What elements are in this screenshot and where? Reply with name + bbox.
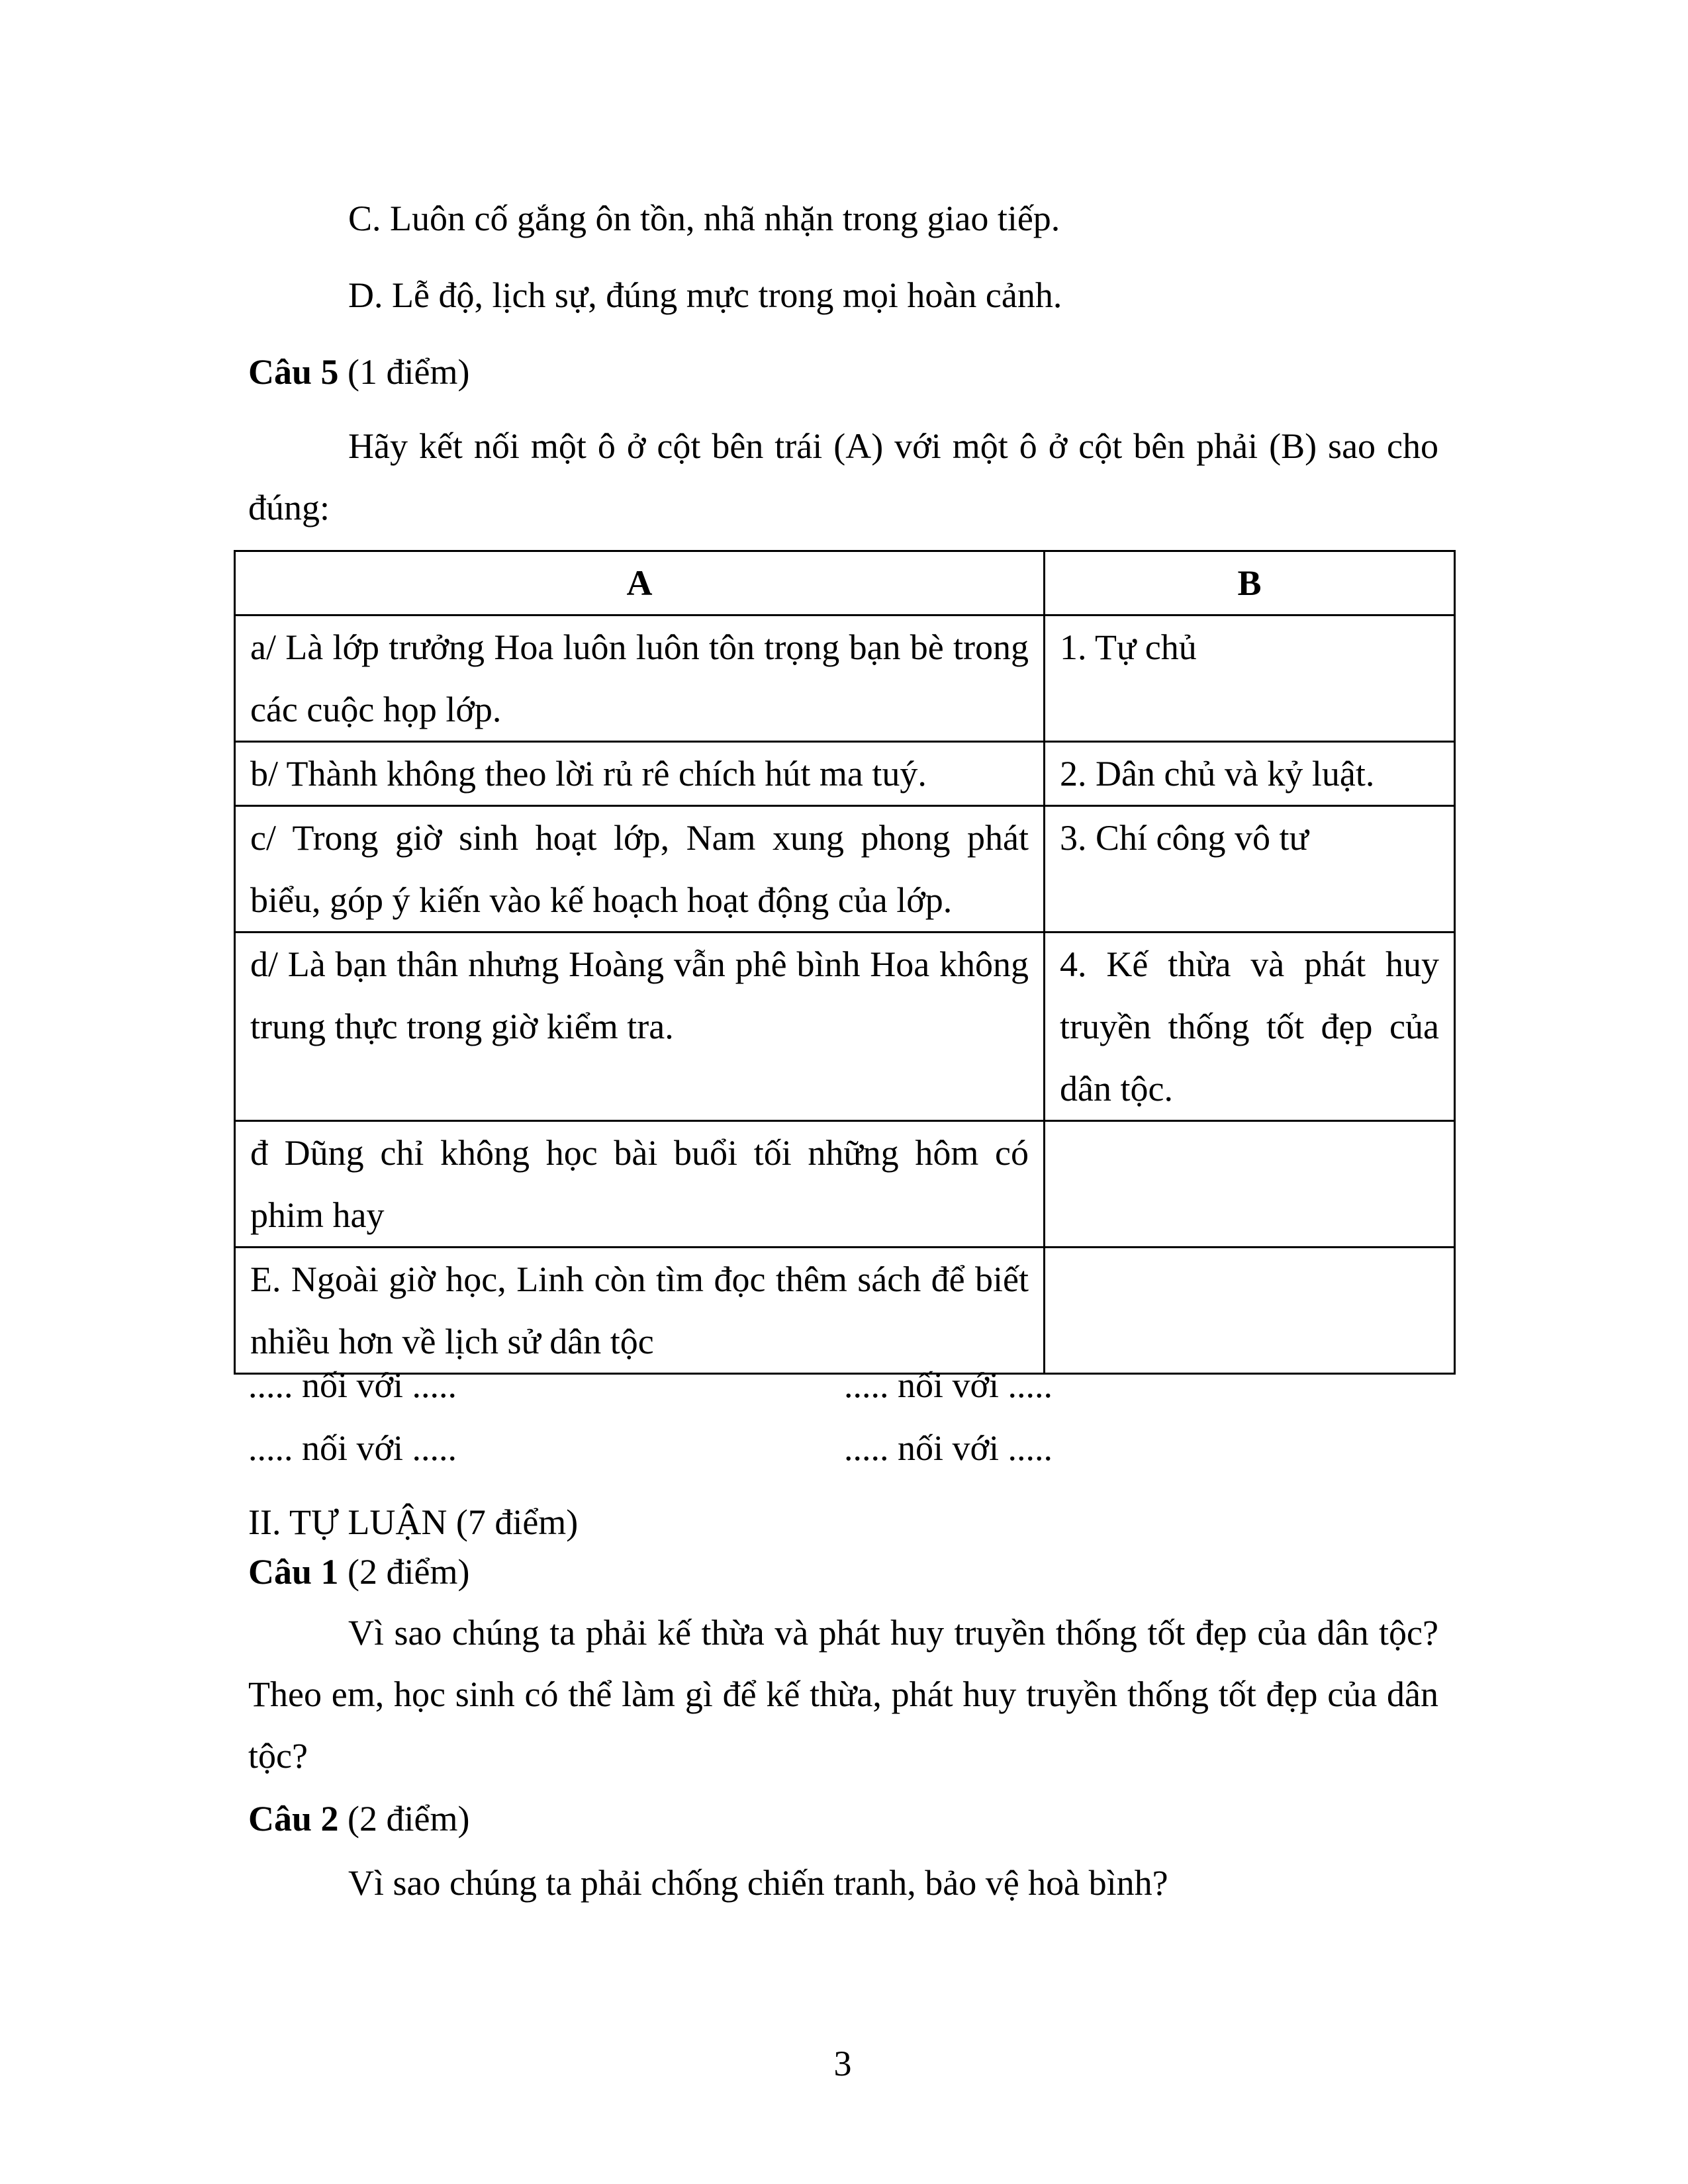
question-1-heading [248,1541,469,1603]
question-1-text: Vì sao chúng ta phải kế thừa và phát huy truyền thống tốt đẹp của dân tộc? Theo em, học sinh có thể làm gì để kế thừa, phát huy truyền thống tốt đẹp của dân tộc? [248,1613,1438,1776]
question-5-heading [248,341,469,403]
cell-a: c/ Trong giờ sinh hoạt lớp, Nam xung phong phát biểu, góp ý kiến vào kế hoạch hoạt động của lớp. [235,806,1045,933]
question-points: (2 điểm) [338,1799,470,1839]
cell-a: d/ Là bạn thân nhưng Hoàng vẫn phê bình Hoa không trung thực trong giờ kiểm tra. [235,933,1045,1121]
question-points: (2 điểm) [338,1552,470,1592]
cell-a: E. Ngoài giờ học, Linh còn tìm đọc thêm sách để biết nhiều hơn về lịch sử dân tộc [235,1248,1045,1374]
table-row [235,806,1455,933]
table-row [235,742,1455,806]
page-number: 3 [833,2044,852,2083]
question-label: Câu 1 [248,1552,339,1592]
matching-table [234,550,1456,1375]
table-row [235,1121,1455,1248]
part-2-title: II. TỰ LUẬN (7 điểm) [248,1502,579,1542]
table-row [235,933,1455,1121]
cell-a: đ Dũng chỉ không học bài buổi tối những hôm có phim hay [235,1121,1045,1248]
option-d: D. Lễ độ, lịch sự, đúng mực trong mọi hoàn cảnh. [348,275,1062,315]
cell-a: b/ Thành không theo lời rủ rê chích hút ma tuý. [235,742,1045,806]
answer-blank: ..... nối với ..... [844,1365,1053,1405]
answer-blank: ..... nối với ..... [248,1428,457,1468]
cell-b: 4. Kế thừa và phát huy truyền thống tốt đẹp của dân tộc. [1045,933,1455,1121]
option-c: C. Luôn cố gắng ôn tồn, nhã nhặn trong giao tiếp. [348,199,1060,238]
question-label: Câu 2 [248,1799,339,1839]
cell-b [1045,1248,1455,1374]
question-points: (1 điểm) [338,352,470,392]
question-5-instruction: Hãy kết nối một ô ở cột bên trái (A) với một ô ở cột bên phải (B) sao cho đúng: [248,426,1438,527]
column-header-a: A [235,551,1045,615]
column-header-b: B [1045,551,1455,615]
question-2-text: Vì sao chúng ta phải chống chiến tranh, bảo vệ hoà bình? [348,1863,1168,1903]
cell-b: 1. Tự chủ [1045,615,1455,742]
question-2-heading [248,1788,469,1850]
cell-b [1045,1121,1455,1248]
cell-b: 2. Dân chủ và kỷ luật. [1045,742,1455,806]
cell-b: 3. Chí công vô tư [1045,806,1455,933]
table-header-row [235,551,1455,615]
answer-blank: ..... nối với ..... [844,1428,1053,1468]
table-row [235,615,1455,742]
answer-blank: ..... nối với ..... [248,1365,457,1405]
cell-a: a/ Là lớp trưởng Hoa luôn luôn tôn trọng bạn bè trong các cuộc họp lớp. [235,615,1045,742]
question-label: Câu 5 [248,352,339,392]
